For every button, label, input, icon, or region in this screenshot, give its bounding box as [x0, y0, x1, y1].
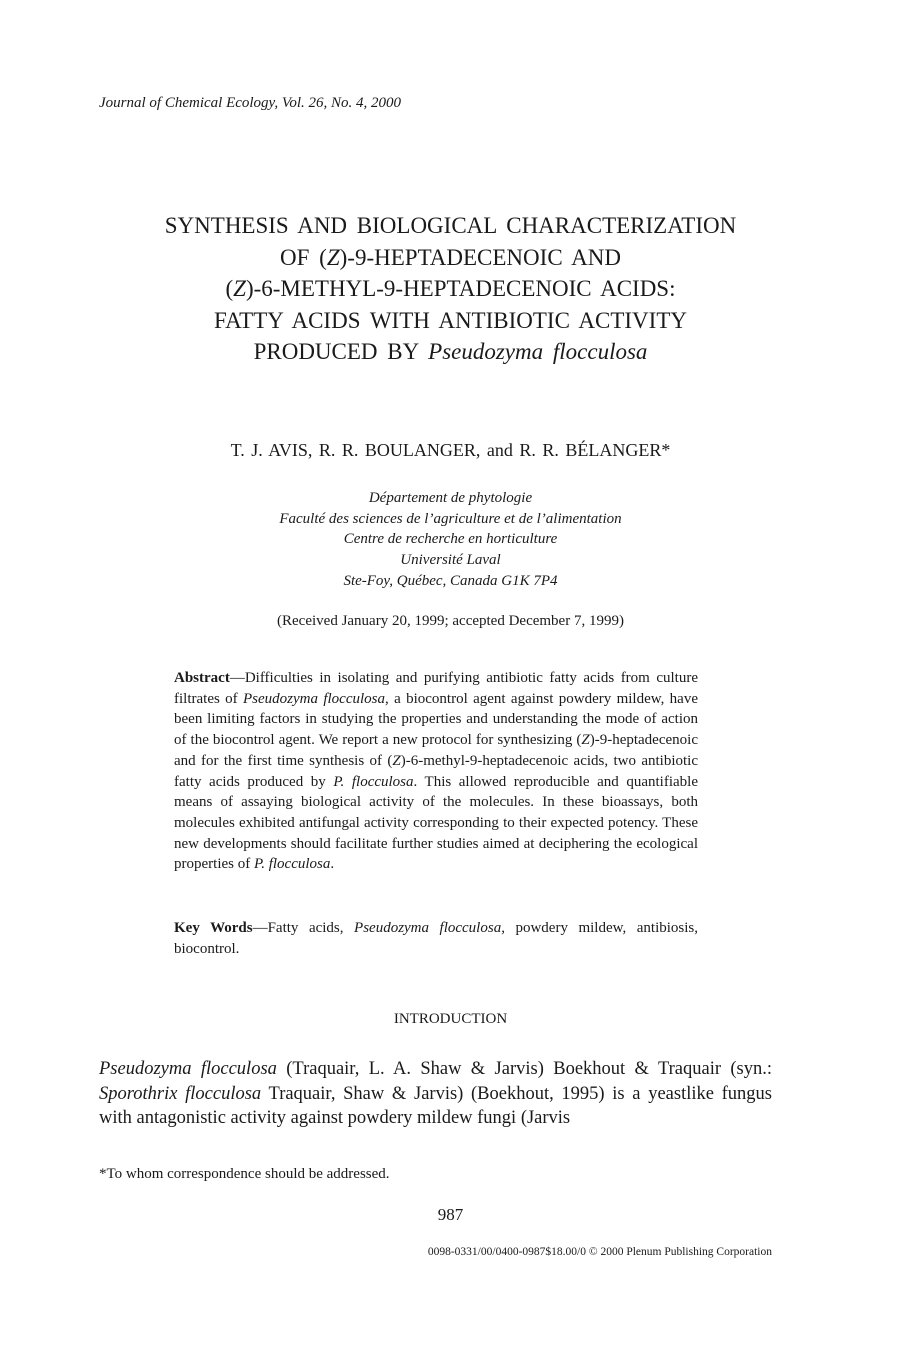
abstract: Abstract—Difficulties in isolating and purifying antibiotic fatty acids from culture filtrates of Pseudozyma flocculosa, a biocontrol agent against powdery mildew, have been limiting factors in studying the properties and understanding the mode of action of the biocontrol agent. We report a new protocol for synthesizing (Z)-9-heptadecenoic and for the first time synthesis of (Z)-6-methyl-9-heptadecenoic acids, two antibiotic fatty acids produced by P. flocculosa. This allowed reproducible and quantifiable means of assaying biological activity of the molecules. In these bioassays, both molecules exhibited antifungal activity corresponding to their expected potency. These new developments should facilitate further studies aimed at deciphering the ecological properties of P. flocculosa.	[174, 670, 699, 873]
title-line-3: (Z)-6-METHYL-9-HEPTADECENOIC ACIDS:	[225, 276, 676, 301]
abstract-label: Abstract	[174, 670, 230, 686]
affiliation-line: Département de phytologie	[368, 490, 533, 506]
title-line-2: OF (Z)-9-HEPTADECENOIC AND	[280, 244, 621, 270]
title-line-1: SYNTHESIS AND BIOLOGICAL CHARACTERIZATION	[164, 213, 737, 238]
section-heading: INTRODUCTION	[393, 1011, 508, 1027]
title-line-5: PRODUCED BY Pseudozyma flocculosa	[253, 339, 648, 364]
affiliation-line: Ste-Foy, Québec, Canada G1K 7P4	[343, 572, 558, 589]
copyright-line: 0098-0331/00/0400-0987$18.00/0 © 2000 Plenum Publishing Corporation	[427, 1246, 772, 1258]
affiliation	[100, 488, 801, 592]
page-number: 987	[437, 1205, 464, 1224]
received-dates: (Received January 20, 1999; accepted December 7, 1999)	[277, 613, 624, 629]
affiliation-line: Faculté des sciences de l’agriculture et de l’alimentation	[279, 510, 622, 527]
title-line-4: FATTY ACIDS WITH ANTIBIOTIC ACTIVITY	[214, 307, 687, 333]
author-list: T. J. AVIS, R. R. BOULANGER, and R. R. BÉLANGER*	[230, 440, 671, 460]
journal-reference: Journal of Chemical Ecology, Vol. 26, No. 4, 2000	[99, 95, 402, 111]
intro-paragraph: Pseudozyma flocculosa (Traquair, L. A. Shaw & Jarvis) Boekhout & Traquair (syn.: Sporothrix flocculosa Traquair, Shaw & Jarvis) (Boekhout, 1995) is a yeastlike fungus with antagonistic activity against powdery mildew fungi (Jarvis	[99, 1059, 772, 1128]
affiliation-line: Centre de recherche en horticulture	[343, 531, 558, 548]
correspondence-footnote: *To whom correspondence should be addressed.	[99, 1166, 390, 1182]
affiliation-line: Université Laval	[400, 552, 501, 569]
keywords-label: Key Words	[174, 920, 253, 936]
key-words: Key Words—Fatty acids, Pseudozyma flocculosa, powdery mildew, antibiosis, biocontrol.	[174, 920, 698, 957]
paper-title	[100, 210, 801, 368]
